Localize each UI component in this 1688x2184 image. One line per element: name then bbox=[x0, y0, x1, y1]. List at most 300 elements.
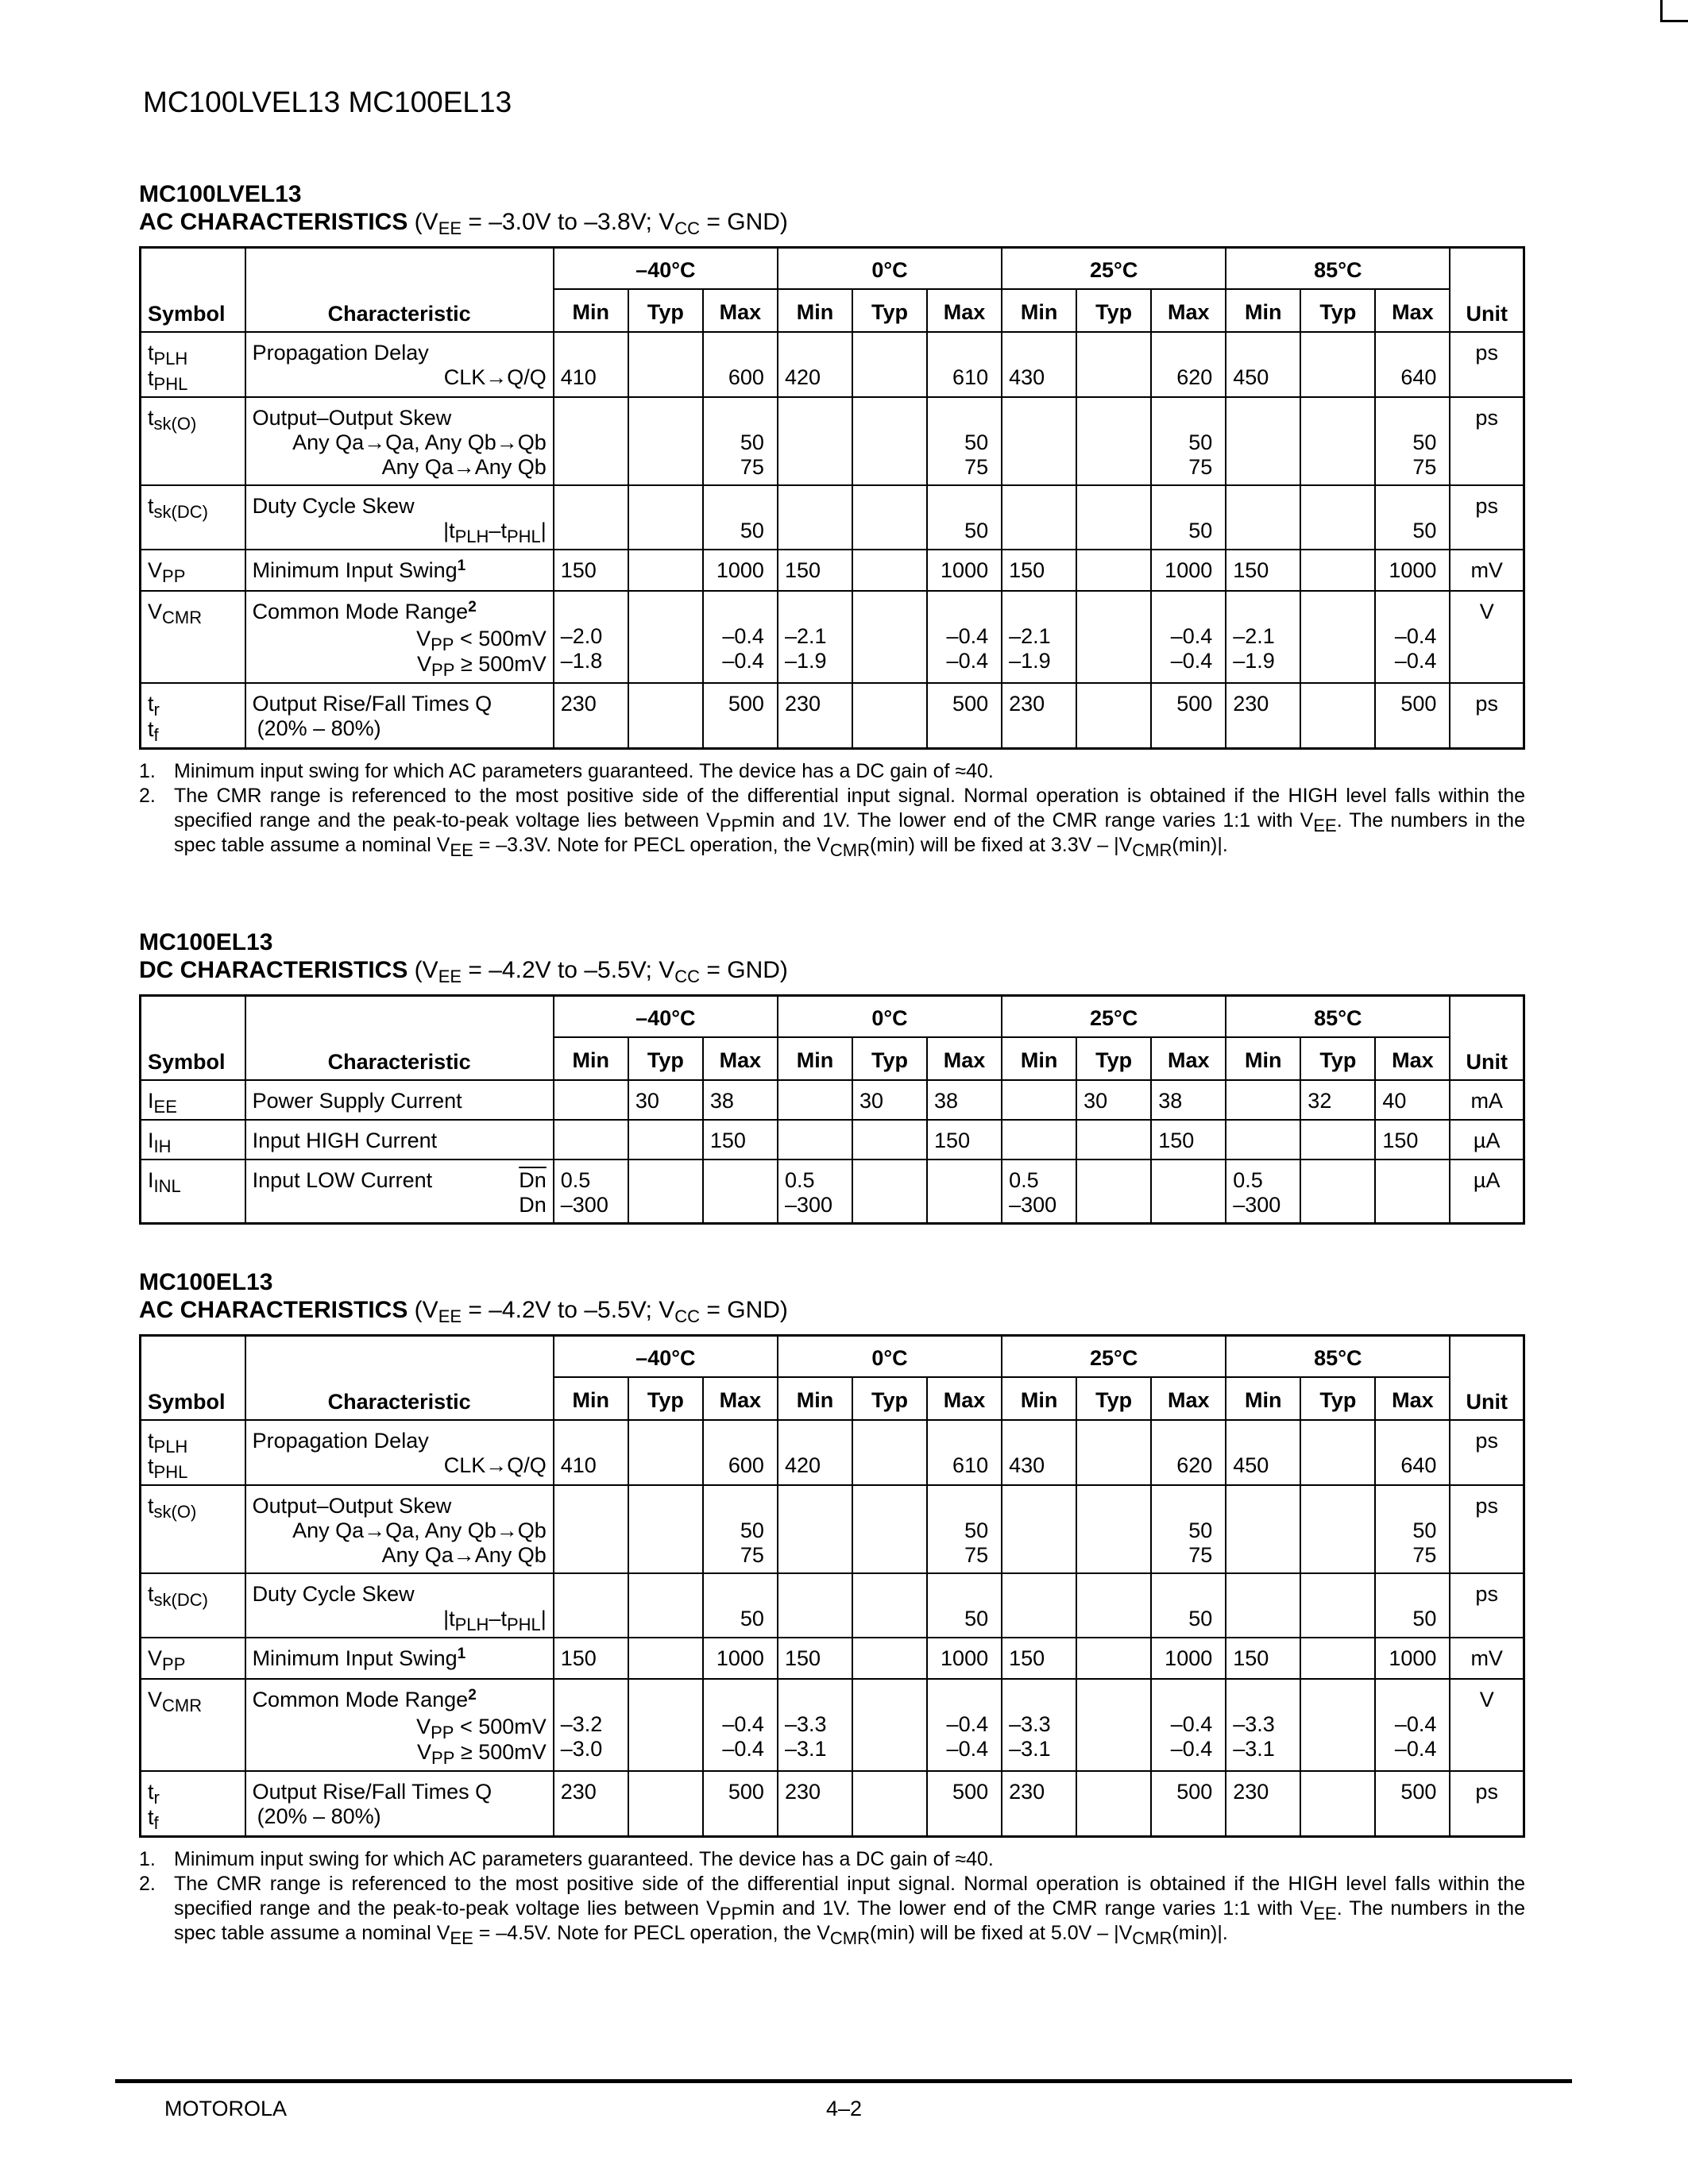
value-cell bbox=[554, 397, 628, 485]
value-cell bbox=[1002, 397, 1076, 485]
value-cell bbox=[1002, 1679, 1076, 1771]
value: –300 bbox=[560, 1193, 608, 1217]
value-cell: 230 bbox=[1226, 683, 1300, 749]
value: 620 bbox=[1176, 365, 1213, 389]
footnote-text bbox=[174, 1872, 1525, 1946]
col-max: Max bbox=[927, 1377, 1002, 1420]
value-cell bbox=[1002, 1573, 1076, 1638]
value: –0.4 bbox=[722, 1712, 764, 1736]
symbol-cell bbox=[141, 550, 245, 591]
value: –300 bbox=[784, 1193, 833, 1217]
col-min: Min bbox=[1226, 1037, 1300, 1080]
value: –3.1 bbox=[784, 1737, 827, 1761]
char-sub: PP bbox=[431, 1748, 455, 1768]
value-cell bbox=[1226, 485, 1300, 550]
unit-cell: ps bbox=[1450, 1485, 1524, 1573]
value-cell bbox=[1226, 332, 1300, 397]
value-cell: 1000 bbox=[927, 1638, 1002, 1679]
temp-header: 0°C bbox=[778, 248, 1002, 290]
value: –0.4 bbox=[1170, 1712, 1213, 1736]
char-line: Output–Output Skew bbox=[252, 1494, 452, 1518]
col-max: Max bbox=[703, 289, 778, 332]
table-row bbox=[141, 1420, 1524, 1485]
value-cell bbox=[1076, 1485, 1151, 1573]
value-cell bbox=[778, 1160, 852, 1224]
sym-main: I bbox=[148, 1089, 154, 1113]
value-cell bbox=[1300, 485, 1375, 550]
unit-cell: V bbox=[1450, 1679, 1524, 1771]
unit-cell: ps bbox=[1450, 397, 1524, 485]
col-max: Max bbox=[1151, 289, 1226, 332]
value-cell bbox=[927, 1573, 1002, 1638]
value-cell bbox=[852, 550, 927, 591]
value-cell bbox=[1300, 550, 1375, 591]
value-cell bbox=[628, 1638, 703, 1679]
cond-sub: CC bbox=[674, 1306, 701, 1326]
sym-sub: PLH bbox=[153, 349, 188, 369]
char-part: –t bbox=[489, 519, 507, 542]
table-row bbox=[141, 332, 1524, 397]
col-min: Min bbox=[778, 1377, 852, 1420]
value-cell bbox=[852, 1160, 927, 1224]
value-cell: 38 bbox=[703, 1080, 778, 1120]
symbol-cell bbox=[141, 1120, 245, 1160]
section-conditions bbox=[139, 208, 1525, 238]
value-cell bbox=[1076, 550, 1151, 591]
value-cell bbox=[1375, 591, 1450, 683]
unit-cell: ps bbox=[1450, 332, 1524, 397]
value-cell bbox=[1226, 1679, 1300, 1771]
symbol-cell bbox=[141, 485, 245, 550]
value-cell bbox=[703, 1679, 778, 1771]
value-cell: 1000 bbox=[927, 550, 1002, 591]
value: 50 bbox=[740, 1518, 764, 1542]
value: 50 bbox=[740, 430, 764, 454]
sym-main: t bbox=[148, 1494, 154, 1518]
section-conditions-title: AC CHARACTERISTICS bbox=[139, 209, 408, 235]
value-cell: 32 bbox=[1300, 1080, 1375, 1120]
value-cell bbox=[927, 591, 1002, 683]
value: 50 bbox=[964, 1607, 989, 1630]
value: 50 bbox=[1412, 430, 1437, 454]
value: –0.4 bbox=[946, 1712, 989, 1736]
value-cell: 150 bbox=[554, 1638, 628, 1679]
col-max: Max bbox=[927, 1037, 1002, 1080]
char-sub: PP bbox=[431, 635, 454, 654]
char-line bbox=[253, 1688, 547, 1715]
value: –0.4 bbox=[946, 649, 989, 673]
section-conditions bbox=[139, 956, 1525, 986]
value: 0.5 bbox=[1009, 1168, 1039, 1192]
value-cell bbox=[554, 1120, 628, 1160]
value: –3.1 bbox=[1233, 1737, 1275, 1761]
value-cell bbox=[1226, 1573, 1300, 1638]
cond-text: = –4.2V to –5.5V; V bbox=[462, 1297, 675, 1323]
value-cell: 150 bbox=[1151, 1120, 1226, 1160]
value-cell bbox=[1300, 1771, 1375, 1837]
value-cell bbox=[1300, 332, 1375, 397]
value: 50 bbox=[964, 1518, 989, 1542]
sym-main: t bbox=[148, 366, 154, 390]
note-sub: EE bbox=[450, 840, 473, 860]
table-row bbox=[141, 397, 1524, 485]
value-cell bbox=[778, 1420, 852, 1485]
value-cell bbox=[628, 1573, 703, 1638]
table-row bbox=[141, 550, 1524, 591]
value-cell: 1000 bbox=[703, 550, 778, 591]
value: –2.0 bbox=[560, 624, 603, 648]
value: –2.1 bbox=[1233, 624, 1275, 648]
value-cell bbox=[554, 591, 628, 683]
table-row bbox=[141, 1160, 1524, 1224]
value-cell: 30 bbox=[852, 1080, 927, 1120]
value: 50 bbox=[740, 1607, 764, 1630]
note-part: (min) will be fixed at 3.3V – |V bbox=[870, 834, 1133, 856]
value-cell: 150 bbox=[1002, 1638, 1076, 1679]
value-cell bbox=[1002, 1160, 1076, 1224]
value: –0.4 bbox=[1394, 1737, 1437, 1761]
value: 50 bbox=[964, 430, 989, 454]
note-part: The CMR range is referenced to the most positive side of the differential input signal. Normal operation is obtained if the HIGH level falls within the specified range and the peak-to-peak voltage lies between V bbox=[174, 1873, 1525, 1920]
table-row bbox=[141, 1573, 1524, 1638]
sym-main: I bbox=[148, 1168, 154, 1192]
value-cell bbox=[927, 1420, 1002, 1485]
value: 50 bbox=[1188, 1607, 1213, 1630]
value-cell bbox=[1375, 1679, 1450, 1771]
table-row bbox=[141, 1771, 1524, 1837]
lvel-ac-section bbox=[139, 181, 1525, 858]
table-row bbox=[141, 1679, 1524, 1771]
footnote-number: 1. bbox=[139, 1848, 156, 1870]
value-cell bbox=[703, 1485, 778, 1573]
note-sub: PP bbox=[719, 1904, 744, 1924]
symbol-cell bbox=[141, 1080, 245, 1120]
value-cell bbox=[1300, 397, 1375, 485]
unit-cell: mV bbox=[1450, 1638, 1524, 1679]
value-cell bbox=[1300, 591, 1375, 683]
value-cell: 1000 bbox=[703, 1638, 778, 1679]
value-cell bbox=[628, 1160, 703, 1224]
unit-cell: ps bbox=[1450, 1420, 1524, 1485]
value-cell bbox=[1226, 397, 1300, 485]
note-sub: CMR bbox=[829, 840, 871, 860]
sym-main: t bbox=[148, 1780, 154, 1804]
char-part: –t bbox=[489, 1607, 507, 1630]
char-line: CLK→Q/Q bbox=[443, 365, 547, 389]
value-cell bbox=[554, 1080, 628, 1120]
char-line bbox=[253, 1168, 547, 1193]
footer-rule bbox=[115, 2079, 1572, 2083]
col-max: Max bbox=[703, 1377, 778, 1420]
footnote-ref: 2 bbox=[468, 1687, 477, 1704]
value-cell: 30 bbox=[1076, 1080, 1151, 1120]
value-cell bbox=[554, 1485, 628, 1573]
value: 420 bbox=[784, 1453, 821, 1477]
value-cell bbox=[1375, 1420, 1450, 1485]
col-characteristic: Characteristic bbox=[245, 996, 554, 1081]
note-sub: EE bbox=[1313, 816, 1337, 835]
char-sub: PHL bbox=[506, 1615, 541, 1634]
value: 410 bbox=[560, 365, 597, 389]
value-cell bbox=[628, 485, 703, 550]
value-cell bbox=[628, 591, 703, 683]
sym-sub: r bbox=[153, 700, 160, 720]
sym-sub: PHL bbox=[153, 1462, 188, 1482]
value: –0.4 bbox=[722, 1737, 764, 1761]
value-cell bbox=[1226, 1120, 1300, 1160]
value-cell bbox=[628, 397, 703, 485]
sym-main: V bbox=[148, 1688, 163, 1711]
value-cell bbox=[554, 1679, 628, 1771]
footer-brand: MOTOROLA bbox=[164, 2097, 288, 2120]
symbol-cell bbox=[141, 332, 245, 397]
col-max: Max bbox=[927, 289, 1002, 332]
temp-header: 25°C bbox=[1002, 248, 1226, 290]
cond-text: = GND) bbox=[700, 209, 788, 235]
char-line: Any Qa→Any Qb bbox=[381, 455, 547, 479]
value: 75 bbox=[1188, 455, 1213, 479]
value: –3.3 bbox=[784, 1712, 827, 1736]
value-cell bbox=[1151, 485, 1226, 550]
value: 410 bbox=[560, 1453, 597, 1477]
sym-sub: CMR bbox=[162, 608, 203, 627]
col-typ: Typ bbox=[628, 289, 703, 332]
col-typ: Typ bbox=[628, 1377, 703, 1420]
value-cell bbox=[1226, 1485, 1300, 1573]
temp-header: 85°C bbox=[1226, 996, 1450, 1038]
value-cell bbox=[628, 1485, 703, 1573]
value-cell: 230 bbox=[1002, 1771, 1076, 1837]
value-cell bbox=[703, 1573, 778, 1638]
symbol-cell bbox=[141, 397, 245, 485]
note-part: (min) will be fixed at 5.0V – |V bbox=[870, 1922, 1133, 1944]
value-cell bbox=[1076, 591, 1151, 683]
footnote-text: Minimum input swing for which AC parameters guaranteed. The device has a DC gain of ≈40. bbox=[174, 760, 994, 782]
value: –1.9 bbox=[1009, 649, 1051, 673]
value-cell: 500 bbox=[1151, 683, 1226, 749]
sym-sub: EE bbox=[153, 1097, 177, 1117]
value-cell bbox=[1375, 485, 1450, 550]
value-cell bbox=[852, 591, 927, 683]
char-part: | bbox=[540, 1607, 547, 1630]
cond-sub: EE bbox=[438, 1306, 462, 1326]
cond-text: = GND) bbox=[700, 1297, 788, 1323]
char-line: Minimum Input Swing bbox=[252, 1646, 458, 1670]
value-cell: 150 bbox=[778, 550, 852, 591]
value-cell bbox=[628, 1420, 703, 1485]
temp-header: 0°C bbox=[778, 1336, 1002, 1378]
value-cell: 1000 bbox=[1375, 1638, 1450, 1679]
characteristic-cell bbox=[245, 332, 554, 397]
col-typ: Typ bbox=[852, 1377, 927, 1420]
col-typ: Typ bbox=[1076, 1037, 1151, 1080]
value: 50 bbox=[1188, 519, 1213, 542]
char-part: Input LOW Current bbox=[252, 1168, 433, 1192]
col-max: Max bbox=[1151, 1037, 1226, 1080]
value-cell bbox=[1226, 1160, 1300, 1224]
col-characteristic: Characteristic bbox=[245, 1336, 554, 1421]
char-line: Output–Output Skew bbox=[252, 406, 452, 430]
char-sub: PHL bbox=[506, 527, 541, 546]
value-cell: 150 bbox=[1375, 1120, 1450, 1160]
sym-main: I bbox=[148, 1129, 154, 1152]
cond-sub: EE bbox=[438, 967, 462, 986]
corner-crop-mark bbox=[1660, 0, 1688, 22]
cond-text: (V bbox=[408, 1297, 438, 1323]
value-cell: 1000 bbox=[1151, 550, 1226, 591]
value-cell bbox=[852, 1638, 927, 1679]
temp-header: 25°C bbox=[1002, 996, 1226, 1038]
value-cell bbox=[852, 683, 927, 749]
value-cell: 150 bbox=[778, 1638, 852, 1679]
unit-cell: V bbox=[1450, 591, 1524, 683]
value: –3.2 bbox=[560, 1712, 603, 1736]
value-cell bbox=[1076, 1679, 1151, 1771]
characteristic-cell bbox=[245, 397, 554, 485]
characteristic-cell bbox=[245, 550, 554, 591]
value: –0.4 bbox=[1170, 624, 1213, 648]
characteristic-cell bbox=[245, 1420, 554, 1485]
col-typ: Typ bbox=[1076, 289, 1151, 332]
note-sub: CMR bbox=[829, 1928, 871, 1948]
value-cell bbox=[1002, 332, 1076, 397]
value: 75 bbox=[1412, 455, 1437, 479]
value-cell bbox=[703, 1160, 778, 1224]
footnote bbox=[139, 784, 1525, 858]
symbol-cell bbox=[141, 1420, 245, 1485]
sym-main: t bbox=[148, 494, 154, 518]
el-dc-section bbox=[139, 929, 1525, 1225]
value-cell bbox=[852, 1771, 927, 1837]
value: –0.4 bbox=[1394, 649, 1437, 673]
symbol-cell bbox=[141, 1160, 245, 1224]
value: 75 bbox=[1188, 1543, 1213, 1567]
footnote-ref: 1 bbox=[457, 558, 466, 574]
characteristic-cell bbox=[245, 1771, 554, 1837]
char-part: ≥ 500mV bbox=[454, 652, 547, 676]
value-cell bbox=[927, 1160, 1002, 1224]
value-cell bbox=[852, 1120, 927, 1160]
value-cell bbox=[1002, 1420, 1076, 1485]
value: –2.1 bbox=[784, 624, 827, 648]
symbol-cell bbox=[141, 591, 245, 683]
note-sub: CMR bbox=[1132, 1928, 1172, 1948]
value: –0.4 bbox=[722, 649, 764, 673]
value-cell bbox=[1300, 683, 1375, 749]
value-cell bbox=[1002, 1485, 1076, 1573]
symbol-cell bbox=[141, 1771, 245, 1837]
footnote-number: 2. bbox=[139, 1873, 156, 1895]
value-cell: 230 bbox=[778, 1771, 852, 1837]
value: –1.9 bbox=[784, 649, 827, 673]
value: 640 bbox=[1400, 365, 1437, 389]
char-sub: PLH bbox=[454, 1615, 489, 1634]
char-line bbox=[253, 1740, 547, 1768]
page-number: 4–2 bbox=[826, 2097, 863, 2120]
value: 75 bbox=[740, 1543, 764, 1567]
value-cell bbox=[852, 1485, 927, 1573]
value-cell: 230 bbox=[1002, 683, 1076, 749]
value-cell bbox=[1300, 1679, 1375, 1771]
value: –2.1 bbox=[1009, 624, 1051, 648]
characteristic-cell bbox=[245, 683, 554, 749]
table-row bbox=[141, 1638, 1524, 1679]
note-part: min and 1V. The lower end of the CMR range varies 1:1 with V bbox=[743, 1897, 1314, 1920]
char-part: V bbox=[417, 1740, 432, 1764]
value-cell bbox=[628, 550, 703, 591]
symbol-cell bbox=[141, 1573, 245, 1638]
temp-header: 0°C bbox=[778, 996, 1002, 1038]
value-cell bbox=[852, 397, 927, 485]
temp-header: –40°C bbox=[554, 996, 778, 1038]
value-cell bbox=[628, 683, 703, 749]
value-cell bbox=[1076, 683, 1151, 749]
value: –1.8 bbox=[560, 649, 603, 673]
char-sub: PLH bbox=[454, 527, 489, 546]
characteristic-cell: Power Supply Current bbox=[245, 1080, 554, 1120]
col-min: Min bbox=[778, 289, 852, 332]
sym-sub: INL bbox=[153, 1176, 181, 1196]
section-part-number: MC100EL13 bbox=[139, 929, 273, 955]
value-cell bbox=[778, 1573, 852, 1638]
char-part: | bbox=[540, 519, 547, 542]
value-cell bbox=[852, 1573, 927, 1638]
value-cell bbox=[852, 1420, 927, 1485]
value-cell: 150 bbox=[554, 550, 628, 591]
value: –1.9 bbox=[1233, 649, 1275, 673]
char-line: Output Rise/Fall Times Q bbox=[252, 1780, 492, 1804]
value: 450 bbox=[1233, 1453, 1269, 1477]
value-cell bbox=[1002, 1120, 1076, 1160]
value-cell: 150 bbox=[1226, 550, 1300, 591]
value-cell bbox=[1375, 1573, 1450, 1638]
col-typ: Typ bbox=[1300, 1037, 1375, 1080]
note-sub: EE bbox=[450, 1928, 473, 1948]
char-part: V bbox=[416, 627, 431, 650]
value-cell bbox=[1076, 1160, 1151, 1224]
table-row bbox=[141, 591, 1524, 683]
unit-cell: µA bbox=[1450, 1160, 1524, 1224]
value-cell bbox=[554, 1420, 628, 1485]
value-cell bbox=[927, 1485, 1002, 1573]
value-cell bbox=[1375, 397, 1450, 485]
col-typ: Typ bbox=[1300, 1377, 1375, 1420]
value: –0.4 bbox=[1394, 624, 1437, 648]
value: 75 bbox=[964, 455, 989, 479]
table-row bbox=[141, 1485, 1524, 1573]
value: 620 bbox=[1176, 1453, 1213, 1477]
value: –0.4 bbox=[946, 1737, 989, 1761]
value-cell: 150 bbox=[1226, 1638, 1300, 1679]
char-line: Output Rise/Fall Times Q bbox=[252, 692, 492, 716]
footnotes bbox=[139, 759, 1525, 858]
table-row bbox=[141, 1080, 1524, 1120]
value-cell: 38 bbox=[927, 1080, 1002, 1120]
footnote-number: 1. bbox=[139, 760, 156, 782]
value: 0.5 bbox=[1233, 1168, 1263, 1192]
col-min: Min bbox=[554, 1037, 628, 1080]
value: 50 bbox=[1412, 519, 1437, 542]
section-conditions-title: DC CHARACTERISTICS bbox=[139, 957, 408, 983]
characteristic-cell bbox=[245, 1485, 554, 1573]
cond-sub: CC bbox=[674, 967, 701, 986]
value-cell bbox=[1076, 1120, 1151, 1160]
value-cell bbox=[1375, 332, 1450, 397]
value-cell bbox=[1151, 591, 1226, 683]
col-typ: Typ bbox=[1300, 289, 1375, 332]
char-line: Any Qa→Qa, Any Qb→Qb bbox=[292, 1518, 547, 1542]
table-row bbox=[141, 1120, 1524, 1160]
